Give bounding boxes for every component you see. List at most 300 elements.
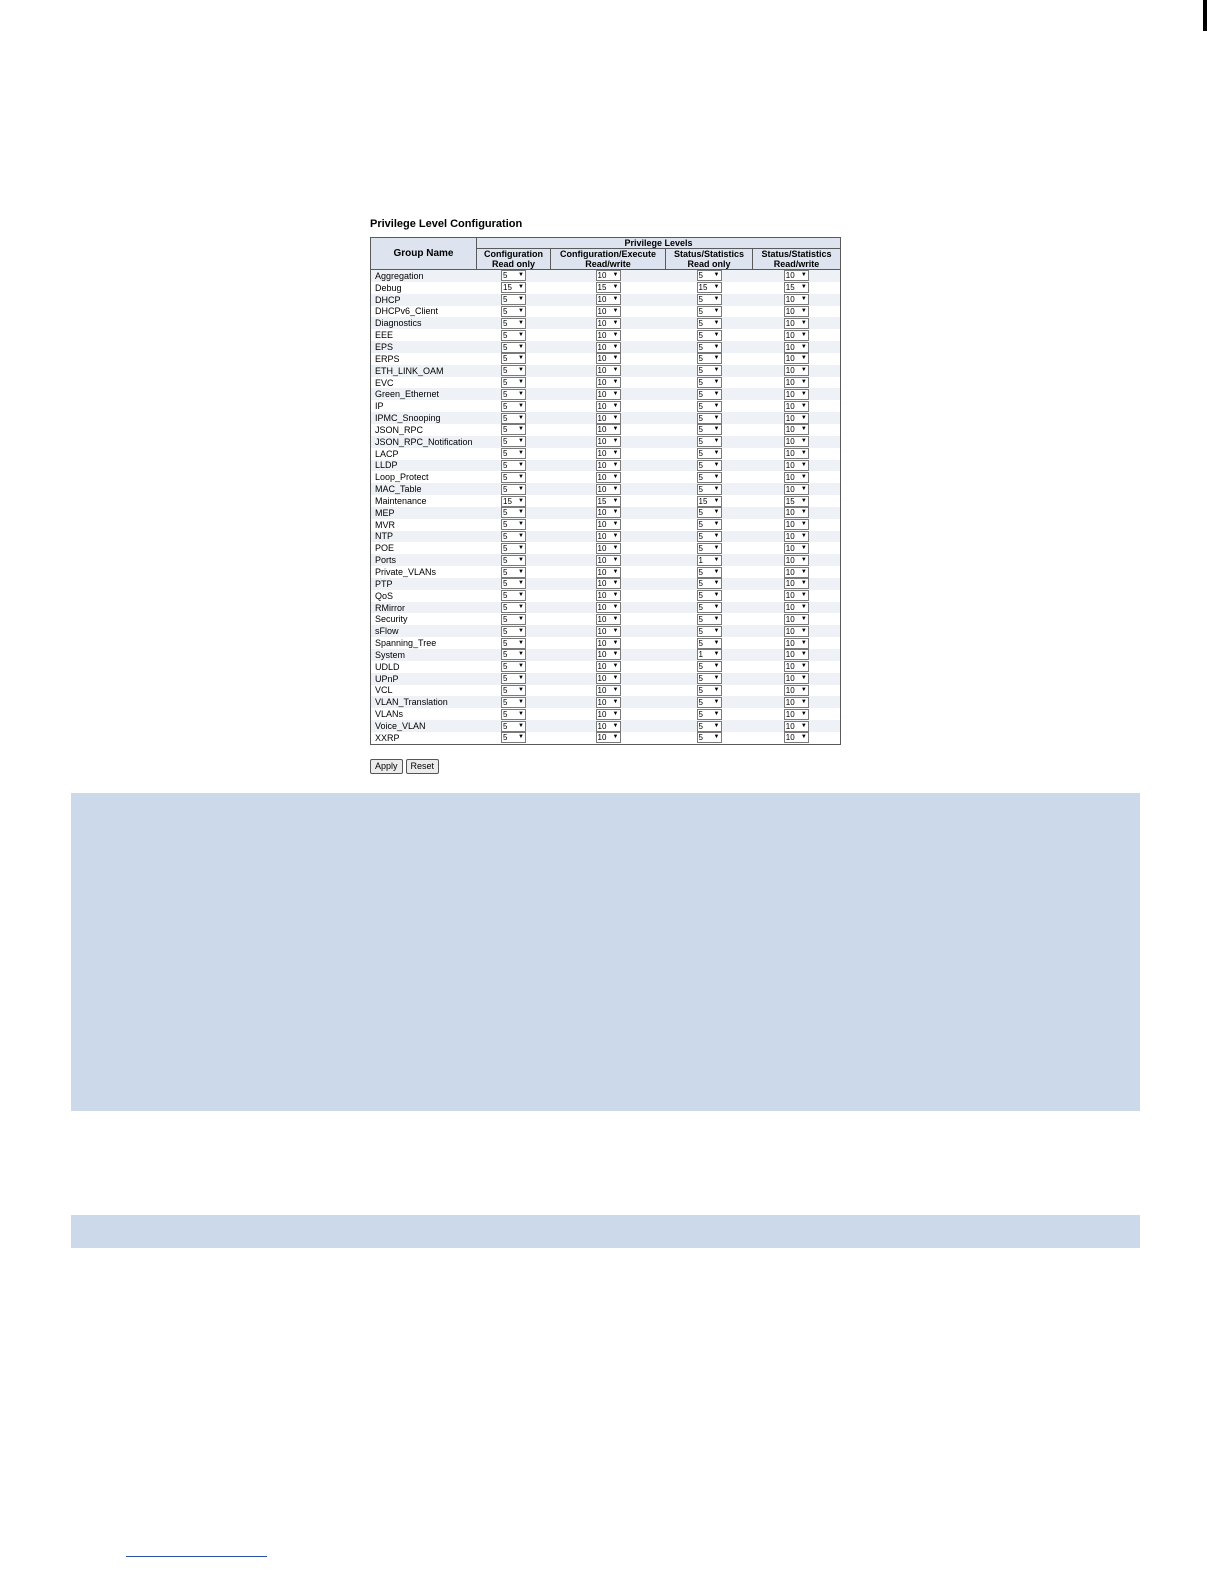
level-cell-config-ro (477, 329, 551, 341)
chevron-down-icon: ▼ (612, 497, 619, 504)
level-select-status-rw[interactable] (784, 496, 809, 507)
chevron-down-icon: ▼ (612, 734, 619, 741)
level-select-config-ro[interactable] (501, 626, 526, 637)
level-select-config-rw[interactable] (596, 602, 621, 613)
level-select-config-ro[interactable] (501, 697, 526, 708)
level-select-config-rw[interactable] (596, 282, 621, 293)
group-name-cell: EPS (371, 341, 477, 353)
chevron-down-icon: ▼ (800, 272, 807, 279)
table-row (371, 649, 841, 661)
level-select-status-rw[interactable] (784, 543, 809, 554)
level-cell-config-ro (477, 294, 551, 306)
level-select-status-rw[interactable] (784, 697, 809, 708)
level-cell-status-rw (753, 294, 841, 306)
chevron-down-icon: ▼ (612, 414, 619, 421)
level-select-value: 5 (503, 733, 508, 743)
level-select-status-ro[interactable] (697, 626, 722, 637)
level-select-config-ro[interactable] (501, 649, 526, 660)
level-cell-status-rw (753, 613, 841, 625)
level-select-status-ro[interactable] (697, 543, 722, 554)
level-select-config-ro[interactable] (501, 436, 526, 447)
level-select-value: 10 (785, 425, 795, 435)
level-select-config-rw[interactable] (596, 448, 621, 459)
chevron-down-icon: ▼ (612, 319, 619, 326)
level-select-value: 5 (503, 697, 508, 707)
chevron-down-icon: ▼ (518, 296, 524, 303)
level-select-config-rw[interactable] (596, 330, 621, 341)
level-select-value: 5 (698, 733, 703, 743)
level-select-value: 10 (785, 709, 795, 719)
level-select-status-ro[interactable] (697, 661, 722, 672)
level-select-value: 10 (785, 721, 795, 731)
level-select-config-rw[interactable] (596, 318, 621, 329)
level-select-value: 10 (597, 378, 607, 388)
level-select-value: 5 (698, 378, 703, 388)
chevron-down-icon: ▼ (518, 426, 524, 433)
level-select-value: 10 (597, 686, 607, 696)
level-select-value: 5 (698, 674, 703, 684)
level-select-value: 10 (597, 603, 607, 613)
level-cell-config-ro (477, 483, 551, 495)
level-select-status-rw[interactable] (784, 685, 809, 696)
level-select-status-ro[interactable] (697, 342, 722, 353)
level-select-config-ro[interactable] (501, 507, 526, 518)
chevron-down-icon: ▼ (612, 355, 619, 362)
level-select-value: 5 (698, 366, 703, 376)
level-select-status-ro[interactable] (697, 578, 722, 589)
level-select-value: 10 (785, 520, 795, 530)
level-select-value: 15 (785, 496, 795, 506)
level-select-status-ro[interactable] (697, 567, 722, 578)
level-cell-status-rw (753, 685, 841, 697)
level-select-status-rw[interactable] (784, 365, 809, 376)
level-select-config-ro[interactable] (501, 673, 526, 684)
level-select-status-ro[interactable] (697, 614, 722, 625)
apply-button[interactable]: Apply (370, 759, 403, 774)
level-cell-status-rw (753, 637, 841, 649)
level-select-config-ro[interactable] (501, 484, 526, 495)
level-select-value: 10 (785, 532, 795, 542)
table-row (371, 696, 841, 708)
level-select-config-rw[interactable] (596, 638, 621, 649)
chevron-down-icon: ▼ (800, 568, 807, 575)
level-select-config-rw[interactable] (596, 709, 621, 720)
chevron-down-icon: ▼ (518, 379, 524, 386)
chevron-down-icon: ▼ (800, 615, 807, 622)
level-select-config-ro[interactable] (501, 519, 526, 530)
level-select-config-ro[interactable] (501, 590, 526, 601)
level-cell-status-rw (753, 732, 841, 744)
level-select-config-rw[interactable] (596, 614, 621, 625)
level-select-status-ro[interactable] (697, 436, 722, 447)
level-select-status-rw[interactable] (784, 590, 809, 601)
level-select-value: 5 (503, 366, 508, 376)
chevron-down-icon: ▼ (518, 319, 524, 326)
level-select-status-ro[interactable] (697, 649, 722, 660)
chevron-down-icon: ▼ (612, 544, 619, 551)
level-select-config-ro[interactable] (501, 365, 526, 376)
table-row (371, 400, 841, 412)
level-select-status-ro[interactable] (697, 496, 722, 507)
level-select-value: 10 (785, 567, 795, 577)
level-cell-config-ro (477, 377, 551, 389)
chevron-down-icon: ▼ (800, 509, 807, 516)
level-select-status-rw[interactable] (784, 460, 809, 471)
level-cell-config-rw (551, 495, 666, 507)
level-select-config-ro[interactable] (501, 614, 526, 625)
level-select-status-rw[interactable] (784, 448, 809, 459)
level-select-config-ro[interactable] (501, 270, 526, 281)
chevron-down-icon: ▼ (518, 592, 524, 599)
level-select-config-rw[interactable] (596, 401, 621, 412)
level-cell-status-ro (666, 566, 753, 578)
level-select-config-ro[interactable] (501, 448, 526, 459)
level-select-config-ro[interactable] (501, 342, 526, 353)
level-select-status-rw[interactable] (784, 424, 809, 435)
level-cell-config-ro (477, 661, 551, 673)
level-select-config-ro[interactable] (501, 330, 526, 341)
level-select-config-ro[interactable] (501, 496, 526, 507)
chevron-down-icon: ▼ (713, 639, 720, 646)
level-select-value: 10 (785, 330, 795, 340)
level-select-value: 5 (698, 508, 703, 518)
level-select-status-ro[interactable] (697, 282, 722, 293)
level-select-status-ro[interactable] (697, 531, 722, 542)
level-select-config-ro[interactable] (501, 472, 526, 483)
chevron-down-icon: ▼ (518, 687, 524, 694)
level-cell-status-rw (753, 578, 841, 590)
level-select-value: 10 (785, 638, 795, 648)
level-select-status-rw[interactable] (784, 649, 809, 660)
group-name-cell: VLANs (371, 708, 477, 720)
table-row (371, 448, 841, 460)
level-select-status-rw[interactable] (784, 282, 809, 293)
level-cell-status-rw (753, 696, 841, 708)
chevron-down-icon: ▼ (713, 722, 720, 729)
level-select-config-rw[interactable] (596, 389, 621, 400)
level-select-status-ro[interactable] (697, 424, 722, 435)
table-row (371, 329, 841, 341)
level-select-status-rw[interactable] (784, 555, 809, 566)
chevron-down-icon: ▼ (800, 414, 807, 421)
level-select-config-rw[interactable] (596, 721, 621, 732)
chevron-down-icon: ▼ (713, 544, 720, 551)
level-select-config-rw[interactable] (596, 626, 621, 637)
level-select-config-ro[interactable] (501, 578, 526, 589)
level-select-config-ro[interactable] (501, 709, 526, 720)
level-cell-config-rw (551, 531, 666, 543)
level-select-status-rw[interactable] (784, 673, 809, 684)
table-row (371, 365, 841, 377)
chevron-down-icon: ▼ (518, 331, 524, 338)
level-select-value: 15 (597, 496, 607, 506)
level-select-status-ro[interactable] (697, 697, 722, 708)
level-select-status-ro[interactable] (697, 721, 722, 732)
level-cell-status-rw (753, 436, 841, 448)
level-select-status-rw[interactable] (784, 377, 809, 388)
level-cell-config-ro (477, 495, 551, 507)
level-select-config-rw[interactable] (596, 484, 621, 495)
level-select-config-ro[interactable] (501, 531, 526, 542)
level-select-status-rw[interactable] (784, 318, 809, 329)
level-select-config-ro[interactable] (501, 460, 526, 471)
chevron-down-icon: ▼ (800, 710, 807, 717)
level-select-status-ro[interactable] (697, 472, 722, 483)
level-select-config-ro[interactable] (501, 661, 526, 672)
level-select-value: 5 (698, 425, 703, 435)
chevron-down-icon: ▼ (518, 580, 524, 587)
level-select-status-rw[interactable] (784, 484, 809, 495)
level-select-config-rw[interactable] (596, 732, 621, 743)
level-select-config-ro[interactable] (501, 294, 526, 305)
level-select-value: 5 (503, 555, 508, 565)
level-select-value: 5 (698, 638, 703, 648)
level-select-status-ro[interactable] (697, 602, 722, 613)
level-select-status-rw[interactable] (784, 602, 809, 613)
level-select-status-rw[interactable] (784, 389, 809, 400)
reset-button[interactable]: Reset (406, 759, 440, 774)
level-select-status-rw[interactable] (784, 413, 809, 424)
level-select-status-ro[interactable] (697, 318, 722, 329)
level-cell-config-ro (477, 637, 551, 649)
chevron-down-icon: ▼ (800, 592, 807, 599)
level-select-status-ro[interactable] (697, 673, 722, 684)
level-select-status-rw[interactable] (784, 614, 809, 625)
chevron-down-icon: ▼ (800, 734, 807, 741)
chevron-down-icon: ▼ (800, 355, 807, 362)
level-select-status-ro[interactable] (697, 389, 722, 400)
level-select-status-rw[interactable] (784, 294, 809, 305)
col-header-status-rw: Status/Statistics Read/write (753, 249, 841, 270)
group-name-cell: IP (371, 400, 477, 412)
col-header-config-rw: Configuration/Execute Read/write (551, 249, 666, 270)
level-cell-config-ro (477, 720, 551, 732)
level-select-status-ro[interactable] (697, 484, 722, 495)
level-select-value: 10 (597, 295, 607, 305)
group-name-cell: EVC (371, 377, 477, 389)
level-select-config-rw[interactable] (596, 413, 621, 424)
level-select-status-ro[interactable] (697, 294, 722, 305)
level-select-status-ro[interactable] (697, 306, 722, 317)
level-select-config-rw[interactable] (596, 353, 621, 364)
level-select-value: 5 (503, 354, 508, 364)
level-select-config-ro[interactable] (501, 555, 526, 566)
level-select-value: 5 (698, 413, 703, 423)
level-select-status-ro[interactable] (697, 330, 722, 341)
level-select-config-rw[interactable] (596, 531, 621, 542)
level-cell-status-ro (666, 341, 753, 353)
level-select-config-rw[interactable] (596, 697, 621, 708)
level-select-status-rw[interactable] (784, 306, 809, 317)
level-select-status-rw[interactable] (784, 721, 809, 732)
level-select-config-ro[interactable] (501, 543, 526, 554)
level-select-value: 10 (597, 614, 607, 624)
level-cell-config-ro (477, 365, 551, 377)
group-name-cell: Spanning_Tree (371, 637, 477, 649)
level-select-config-ro[interactable] (501, 282, 526, 293)
level-select-config-rw[interactable] (596, 507, 621, 518)
level-select-config-ro[interactable] (501, 377, 526, 388)
level-select-config-rw[interactable] (596, 567, 621, 578)
chevron-down-icon: ▼ (518, 698, 524, 705)
level-select-status-rw[interactable] (784, 661, 809, 672)
level-select-config-rw[interactable] (596, 365, 621, 376)
level-select-config-rw[interactable] (596, 519, 621, 530)
level-select-config-ro[interactable] (501, 401, 526, 412)
level-select-config-rw[interactable] (596, 270, 621, 281)
table-row (371, 424, 841, 436)
level-select-value: 5 (503, 520, 508, 530)
level-select-status-rw[interactable] (784, 626, 809, 637)
level-select-value: 5 (698, 567, 703, 577)
level-select-status-rw[interactable] (784, 270, 809, 281)
level-select-config-rw[interactable] (596, 460, 621, 471)
chevron-down-icon: ▼ (612, 722, 619, 729)
level-select-status-ro[interactable] (697, 270, 722, 281)
chevron-down-icon: ▼ (713, 568, 720, 575)
level-select-status-ro[interactable] (697, 555, 722, 566)
level-select-value: 5 (503, 686, 508, 696)
table-row (371, 353, 841, 365)
level-select-value: 5 (698, 709, 703, 719)
level-select-config-rw[interactable] (596, 649, 621, 660)
chevron-down-icon: ▼ (612, 343, 619, 350)
level-cell-status-rw (753, 708, 841, 720)
level-select-config-ro[interactable] (501, 638, 526, 649)
level-cell-config-ro (477, 317, 551, 329)
level-select-config-rw[interactable] (596, 543, 621, 554)
table-row (371, 613, 841, 625)
level-select-status-rw[interactable] (784, 330, 809, 341)
level-cell-config-rw (551, 590, 666, 602)
level-cell-config-ro (477, 448, 551, 460)
chevron-down-icon: ▼ (713, 592, 720, 599)
level-select-config-rw[interactable] (596, 294, 621, 305)
level-select-config-ro[interactable] (501, 424, 526, 435)
level-select-status-rw[interactable] (784, 519, 809, 530)
chevron-down-icon: ▼ (713, 426, 720, 433)
level-select-config-ro[interactable] (501, 602, 526, 613)
level-select-status-ro[interactable] (697, 732, 722, 743)
group-name-cell: EEE (371, 329, 477, 341)
level-select-status-rw[interactable] (784, 342, 809, 353)
chevron-down-icon: ▼ (713, 698, 720, 705)
level-cell-status-rw (753, 270, 841, 282)
level-select-config-rw[interactable] (596, 306, 621, 317)
level-cell-status-ro (666, 542, 753, 554)
level-select-config-rw[interactable] (596, 436, 621, 447)
level-select-config-rw[interactable] (596, 555, 621, 566)
level-cell-config-rw (551, 542, 666, 554)
chevron-down-icon: ▼ (800, 473, 807, 480)
level-select-config-ro[interactable] (501, 413, 526, 424)
level-select-value: 5 (698, 307, 703, 317)
level-cell-status-rw (753, 720, 841, 732)
group-name-cell: JSON_RPC (371, 424, 477, 436)
level-select-config-rw[interactable] (596, 590, 621, 601)
level-select-status-rw[interactable] (784, 472, 809, 483)
level-select-status-ro[interactable] (697, 353, 722, 364)
level-select-status-ro[interactable] (697, 507, 722, 518)
level-select-status-ro[interactable] (697, 590, 722, 601)
level-select-config-rw[interactable] (596, 661, 621, 672)
level-select-config-rw[interactable] (596, 578, 621, 589)
chevron-down-icon: ▼ (612, 698, 619, 705)
level-select-status-ro[interactable] (697, 413, 722, 424)
level-select-status-ro[interactable] (697, 401, 722, 412)
level-select-value: 15 (597, 283, 607, 293)
chevron-down-icon: ▼ (713, 308, 720, 315)
level-select-status-ro[interactable] (697, 638, 722, 649)
chevron-down-icon: ▼ (612, 592, 619, 599)
level-select-status-rw[interactable] (784, 709, 809, 720)
chevron-down-icon: ▼ (612, 521, 619, 528)
footer-link-underline[interactable] (126, 1556, 267, 1557)
level-select-config-rw[interactable] (596, 496, 621, 507)
table-row (371, 388, 841, 400)
level-select-status-rw[interactable] (784, 507, 809, 518)
level-select-value: 10 (785, 614, 795, 624)
level-select-config-ro[interactable] (501, 685, 526, 696)
level-select-config-rw[interactable] (596, 424, 621, 435)
level-cell-status-rw (753, 531, 841, 543)
level-select-value: 5 (503, 342, 508, 352)
level-select-status-ro[interactable] (697, 685, 722, 696)
level-select-value: 10 (785, 271, 795, 281)
level-select-config-ro[interactable] (501, 389, 526, 400)
level-select-status-rw[interactable] (784, 732, 809, 743)
level-select-config-rw[interactable] (596, 377, 621, 388)
level-cell-config-ro (477, 400, 551, 412)
level-select-config-ro[interactable] (501, 306, 526, 317)
level-select-status-rw[interactable] (784, 353, 809, 364)
chevron-down-icon: ▼ (518, 521, 524, 528)
level-select-config-ro[interactable] (501, 721, 526, 732)
level-select-status-rw[interactable] (784, 638, 809, 649)
level-select-status-ro[interactable] (697, 460, 722, 471)
level-select-config-ro[interactable] (501, 732, 526, 743)
level-select-config-rw[interactable] (596, 685, 621, 696)
level-select-status-ro[interactable] (697, 365, 722, 376)
level-select-value: 10 (597, 449, 607, 459)
level-select-value: 5 (698, 614, 703, 624)
level-cell-status-ro (666, 602, 753, 614)
level-cell-config-rw (551, 306, 666, 318)
level-select-status-ro[interactable] (697, 709, 722, 720)
level-select-status-rw[interactable] (784, 567, 809, 578)
level-select-config-ro[interactable] (501, 567, 526, 578)
level-select-config-ro[interactable] (501, 318, 526, 329)
level-select-status-rw[interactable] (784, 401, 809, 412)
level-select-value: 5 (698, 686, 703, 696)
chevron-down-icon: ▼ (518, 367, 524, 374)
level-select-value: 5 (503, 307, 508, 317)
level-select-status-ro[interactable] (697, 448, 722, 459)
level-select-status-rw[interactable] (784, 436, 809, 447)
chevron-down-icon: ▼ (800, 663, 807, 670)
chevron-down-icon: ▼ (612, 272, 619, 279)
level-select-status-ro[interactable] (697, 519, 722, 530)
level-select-status-rw[interactable] (784, 578, 809, 589)
level-select-config-rw[interactable] (596, 673, 621, 684)
level-select-config-rw[interactable] (596, 472, 621, 483)
chevron-down-icon: ▼ (612, 651, 619, 658)
level-select-config-rw[interactable] (596, 342, 621, 353)
level-select-config-ro[interactable] (501, 353, 526, 364)
level-select-status-rw[interactable] (784, 531, 809, 542)
level-select-status-ro[interactable] (697, 377, 722, 388)
chevron-down-icon: ▼ (800, 604, 807, 611)
